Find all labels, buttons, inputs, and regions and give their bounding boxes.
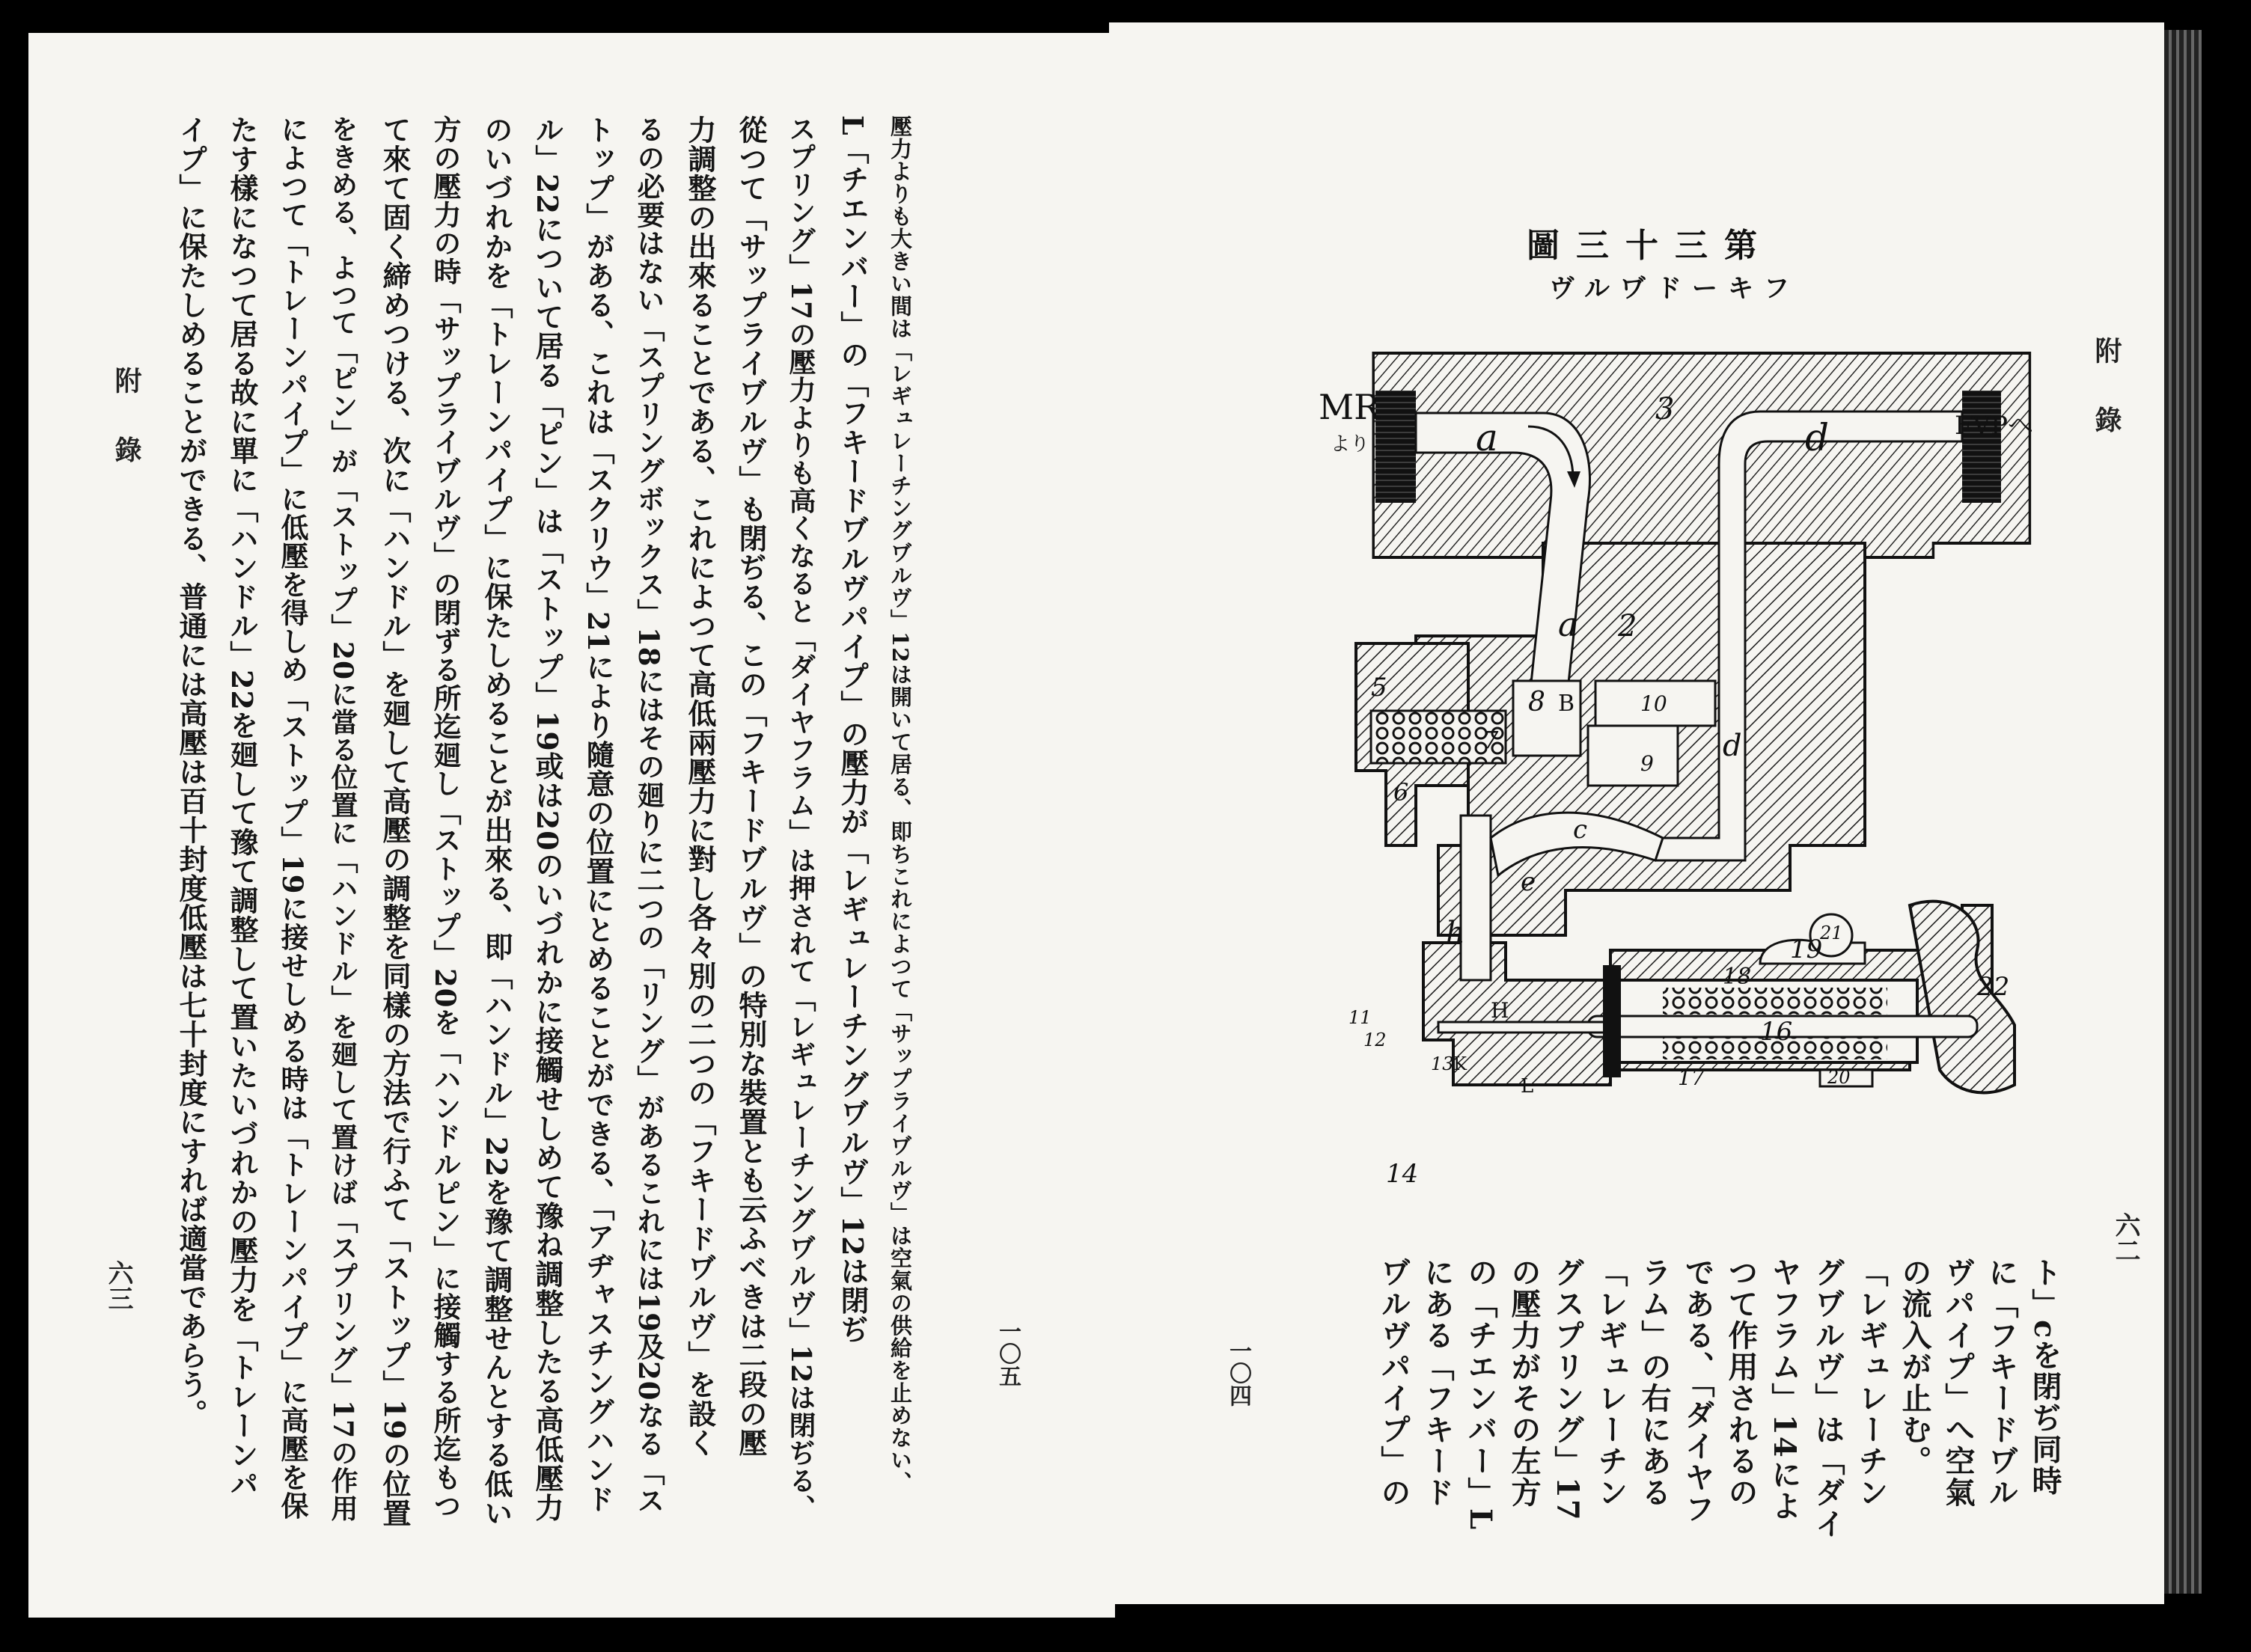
text-column: イプ」に保たしめることができる、普通には高壓は百十封度低壓は七十封度にすれば適當であらう。	[174, 115, 208, 1428]
text-column: グスプリング」17	[1550, 1257, 1585, 1522]
passage-h	[1461, 816, 1491, 980]
label-9: 9	[1640, 751, 1654, 776]
figure-subtitle: ヴルヷドーキフ	[1549, 274, 1800, 304]
label-6: 6	[1393, 778, 1409, 807]
left-page	[28, 33, 1115, 1618]
text-column: ル」22について居る「ピン」は「ストップ」19或は20のいづれかに接觸せしめて豫ね調整したる高低壓力	[531, 115, 564, 1523]
text-column: ラム」の右にある	[1637, 1257, 1672, 1508]
text-column: つて作用されるの	[1723, 1257, 1759, 1508]
label-5: 5	[1371, 673, 1387, 703]
text-column: ヷルヴパイプ」の	[1376, 1257, 1411, 1508]
text-column: ヴパイプ」へ空氣	[1940, 1257, 1976, 1508]
text-column: 壓力よりも大きい間は「レギュレーチングヷルヴ」12は開いて居る、即ちこれによつて「サップライヷルヴ」は空氣の供給を止めない、	[888, 115, 913, 1494]
valve-seat-9	[1588, 726, 1678, 786]
text-column: スプリング」17の壓力よりも高くなると「ダイヤフラム」は押されて「レギュレーチングヷルヴ」12は閉ぢる、	[785, 115, 816, 1523]
label-inlet-sub: より	[1331, 433, 1370, 456]
text-column: グヷルヴ」は「ダイ	[1810, 1257, 1845, 1540]
text-column: である、「ダイヤフ	[1680, 1257, 1715, 1525]
label-19: 19	[1790, 934, 1823, 964]
text-column: の壓力がその左方	[1506, 1257, 1542, 1508]
label-a-mid: a	[1558, 606, 1578, 644]
label-h: h	[1446, 916, 1465, 950]
label-22: 22	[1977, 972, 2010, 1002]
text-column: によつて「トレーンパイプ」に低壓を得しめ「ストップ」19に接せしめる時は「トレーンパイプ」に高壓を保	[276, 115, 309, 1520]
label-10: 10	[1640, 691, 1667, 716]
text-column: ヤフラム」14によ	[1767, 1257, 1802, 1522]
text-column: トップ」がある、これは「スクリウ」21により隨意の位置にとめることができる、「アヂャスチングハンド	[581, 115, 615, 1514]
left-page-number: 六三	[103, 1260, 133, 1311]
label-11: 11	[1349, 1007, 1372, 1028]
text-column: の流入が止む。	[1897, 1257, 1932, 1477]
text-column: るの必要はない「スプリングボックス」18にはその廻りに二つの「リング」があるこれには19及20なる「ス	[632, 115, 665, 1515]
left-running-head: 附 錄	[111, 367, 142, 480]
label-e: e	[1521, 867, 1536, 897]
label-d-mid: d	[1723, 729, 1742, 763]
text-column: をきめる、よつて「ピン」が「ストップ」20に當る位置に「ハンドル」を廻して置けば「スプリング」17の作用	[327, 115, 358, 1523]
label-L: L	[1521, 1075, 1534, 1098]
text-column: 從つて「サップライヷルヴ」も閉ぢる、この「フキードヷルヴ」の特別な裝置とも云ふべきは二段の壓	[734, 115, 768, 1457]
figure-title: 圖三十三第	[1527, 227, 1774, 265]
label-17: 17	[1678, 1065, 1705, 1090]
text-column: 力調整の出來ることである、これによつて高低兩壓力に對し各々別の二つの「フキードヷルヴ」を設く	[683, 115, 717, 1457]
right-center-page-number: 一〇四	[1225, 1339, 1251, 1407]
label-21: 21	[1820, 923, 1843, 943]
text-column: にある「フキード	[1420, 1257, 1455, 1508]
label-18: 18	[1723, 964, 1752, 990]
right-page	[1109, 22, 2164, 1604]
label-H: H	[1491, 998, 1509, 1023]
text-column: たす樣になつて居る故に單に「ハンドル」22を廻して豫て調整して置いたいづれかの壓力を「トレーンパ	[225, 115, 259, 1499]
label-c: c	[1573, 815, 1588, 845]
text-column: 方の壓力の時「サップライヷルヴ」の閉ずる所迄廻し「ストップ」20を「ハンドルピン」に接觸する所迄もつ	[429, 115, 462, 1520]
right-running-head: 附 錄	[2091, 337, 2122, 450]
label-7: 7	[1483, 726, 1499, 754]
label-3: 3	[1655, 392, 1675, 426]
label-13: 13	[1431, 1053, 1454, 1074]
right-page-number: 六二	[2110, 1212, 2140, 1263]
stem-12	[1438, 1022, 1610, 1032]
text-column: ト」cを閉ぢ同時	[2027, 1257, 2062, 1497]
label-8: 8	[1528, 687, 1545, 718]
label-inlet: MR	[1319, 387, 1380, 427]
label-16: 16	[1760, 1017, 1793, 1047]
feed-valve-diagram	[1319, 322, 2034, 1257]
text-column: のいづれかを「トレーンパイプ」に保たしめることが出來る、即「ハンドル」22を豫て調整せんとする低い	[480, 115, 513, 1528]
left-center-page-number: 一〇五	[995, 1320, 1021, 1387]
label-K: K	[1453, 1053, 1467, 1074]
text-column: の「チエンバー」L	[1463, 1257, 1498, 1532]
label-12: 12	[1363, 1030, 1387, 1050]
text-column: 「レギュレーチン	[1593, 1257, 1628, 1508]
text-column: に「フキードヷル	[1984, 1257, 2019, 1508]
label-14: 14	[1386, 1159, 1419, 1189]
label-2: 2	[1618, 609, 1637, 643]
inlet-thread	[1375, 391, 1416, 503]
text-column: L「チエンバー」の「フキードヷルヴパイプ」の壓力が「レギュレーチングヷルヴ」12は閉ぢ	[836, 115, 870, 1344]
label-outlet: FVPへ	[1955, 411, 2034, 441]
spring-17-upper	[1663, 988, 1887, 1015]
label-20: 20	[1827, 1067, 1851, 1088]
text-column: て來て固く締めつける、次に「ハンドル」を廻して高壓の調整を同樣の方法で行ふて「ストップ」19の位置	[378, 115, 412, 1528]
label-B: B	[1558, 691, 1575, 717]
diaphragm-14	[1603, 965, 1621, 1077]
outlet-thread	[1962, 391, 2001, 503]
label-a-top: a	[1476, 416, 1498, 459]
text-column: 「レギュレーチン	[1854, 1257, 1889, 1508]
valve-body-top	[1373, 353, 2029, 557]
label-d-top: d	[1805, 416, 1830, 459]
